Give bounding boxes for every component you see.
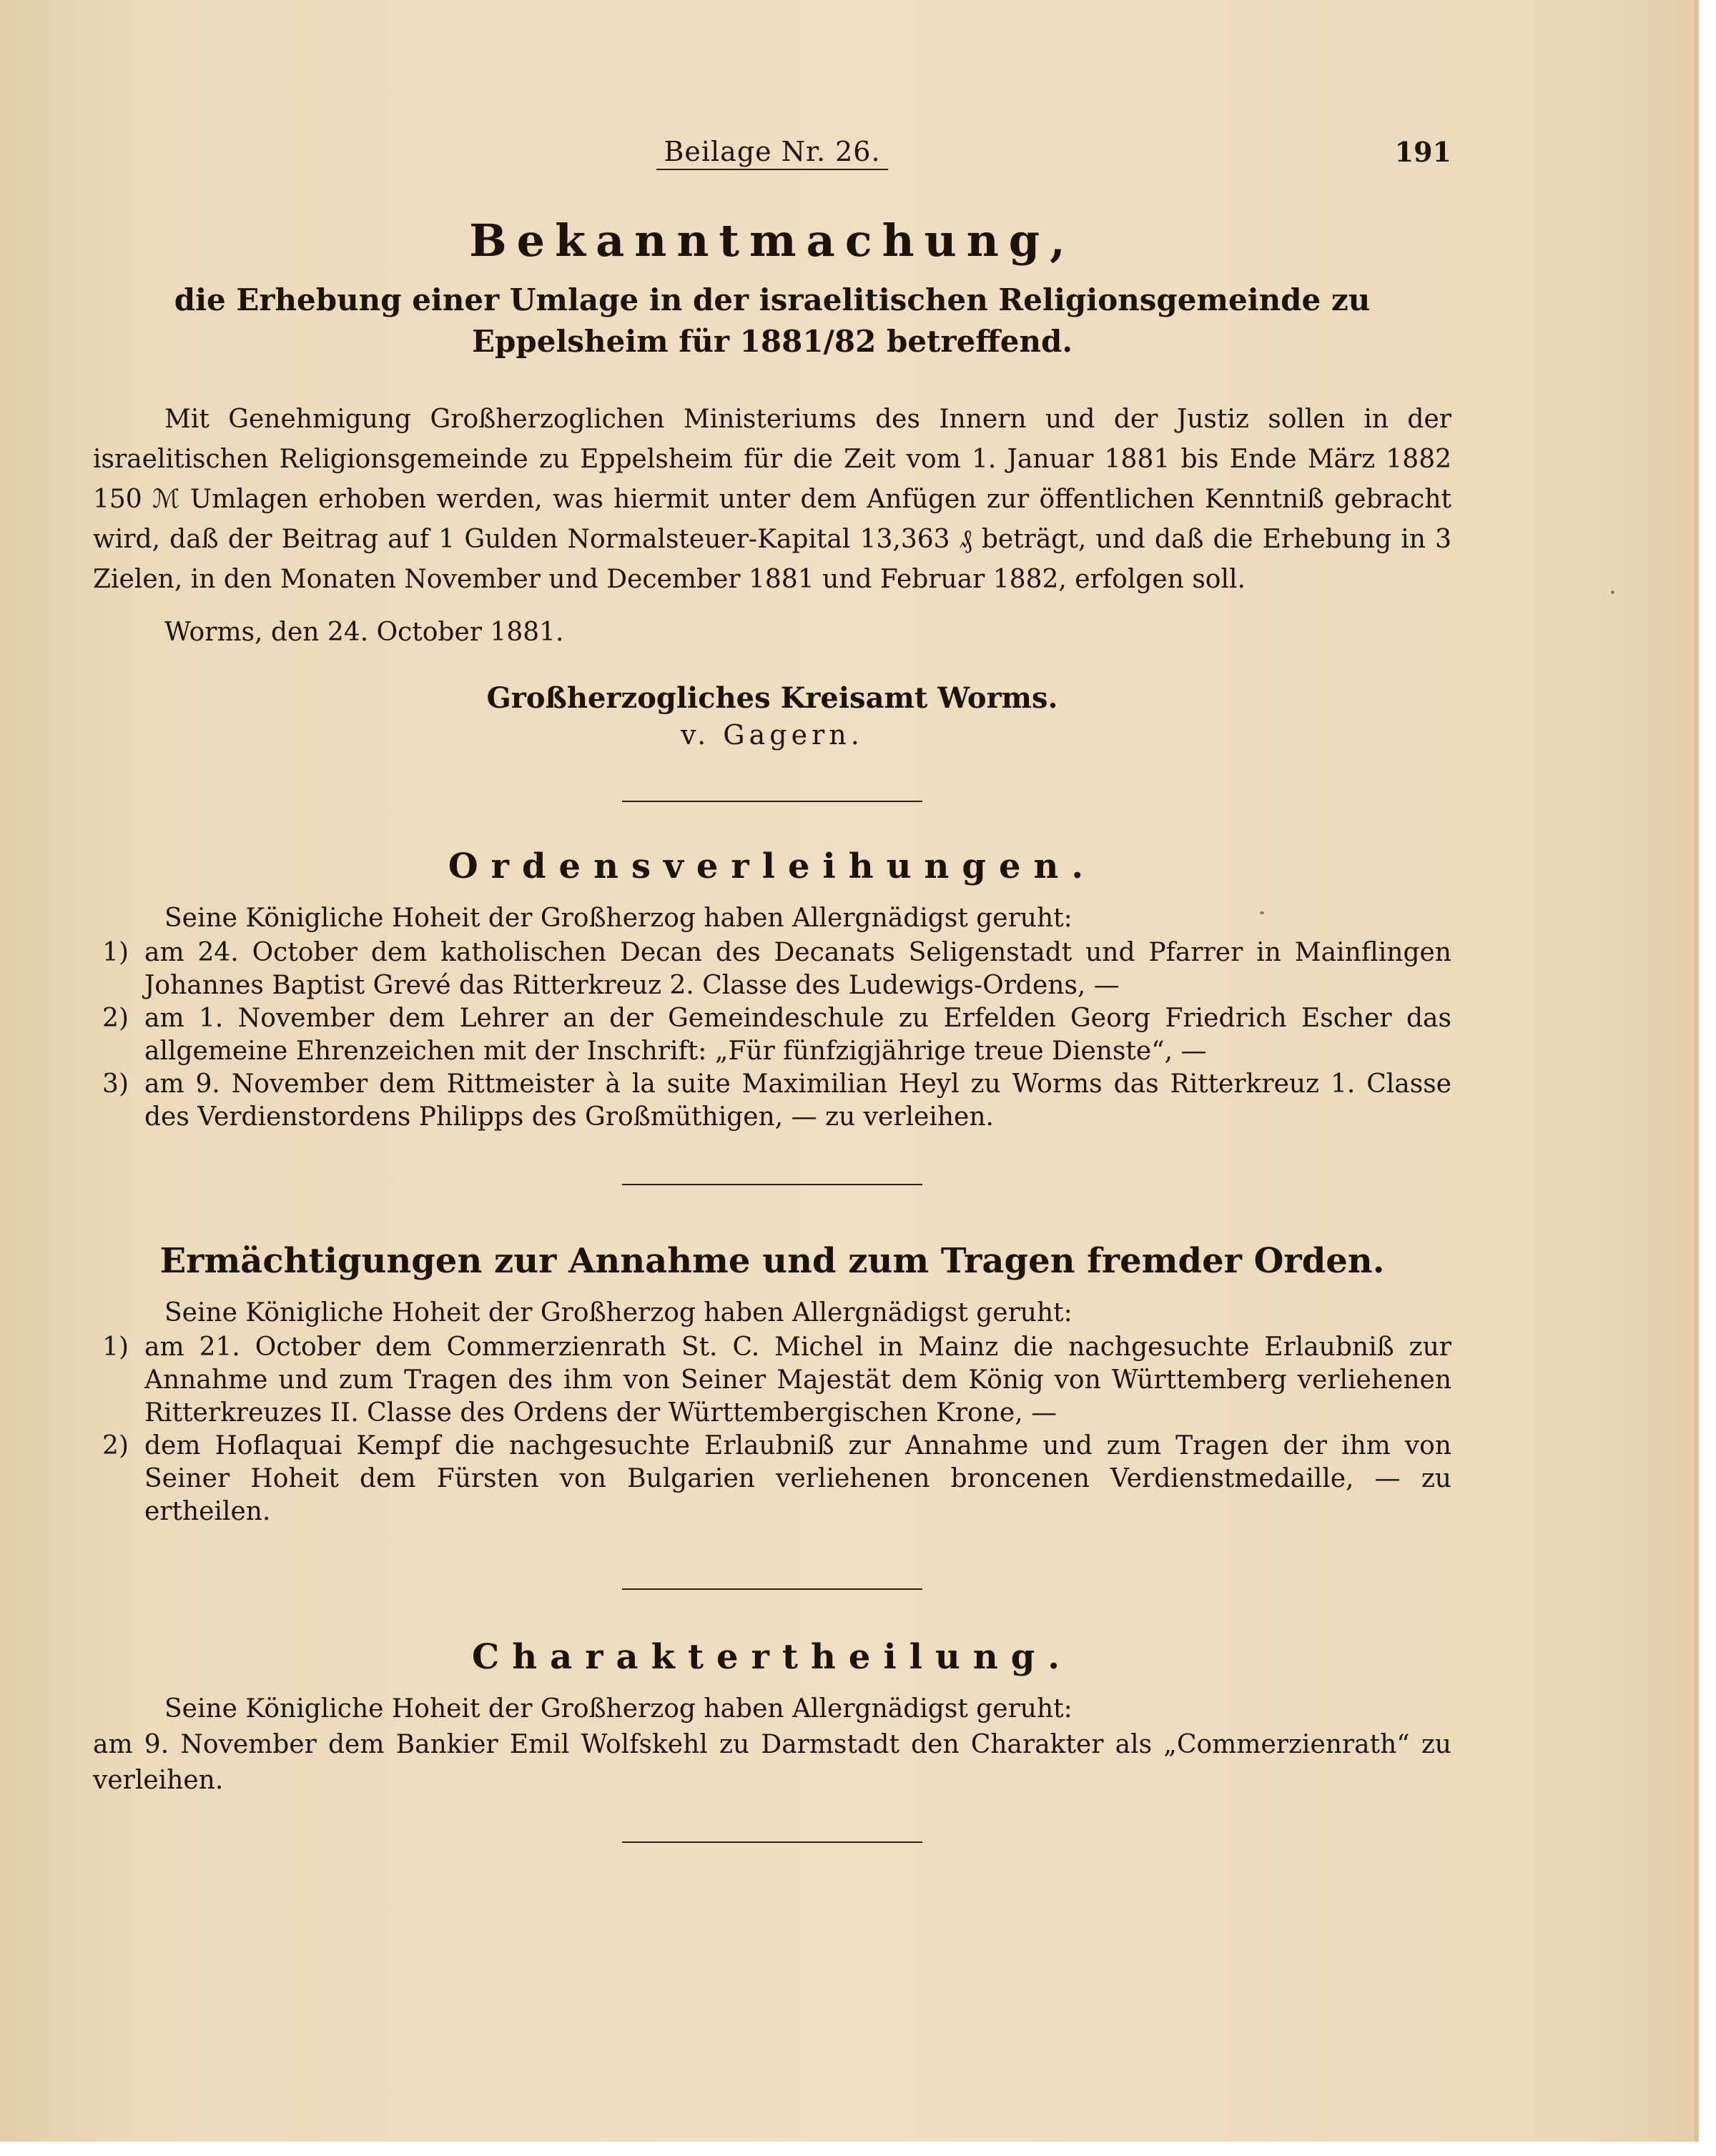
section-divider	[622, 801, 922, 802]
issuing-authority: Großherzogliches Kreisamt Worms.	[486, 681, 1058, 715]
page-content	[93, 136, 1451, 1843]
orders-list	[93, 936, 1451, 1134]
page-number: 191	[1394, 136, 1451, 168]
orders-title: Ordensverleihungen.	[448, 846, 1097, 886]
section-divider	[622, 1841, 922, 1843]
section-divider	[622, 1184, 922, 1185]
paper-speck	[1611, 590, 1614, 594]
announcement-dateline: Worms, den 24. October 1881.	[164, 618, 564, 647]
list-item: 2) dem Hoflaquai Kempf die nachgesuchte Erlaubniß zur Annahme und zum Tragen der ihm von Seiner Hoheit dem Fürsten von Bulgarien verliehenen broncenen Verdienstmedaille, — zu ertheilen.	[102, 1431, 1451, 1526]
list-item: 3) am 9. November dem Rittmeister à la suite Maximilian Heyl zu Worms das Ritterkreuz 1. Classe des Verdienstordens Philipps des Großmüthigen, — zu verleihen.	[102, 1069, 1451, 1132]
permissions-title: Ermächtigungen zur Annahme und zum Tragen fremder Orden.	[159, 1241, 1385, 1281]
list-item: 2) am 1. November dem Lehrer an der Gemeindeschule zu Erfelden Georg Friedrich Escher das allgemeine Ehrenzeichen mit der Inschrift: „Für fünfzigjährige treue Dienste“, —	[102, 1004, 1451, 1066]
section-divider	[622, 1588, 922, 1590]
permissions-intro: Seine Königliche Hoheit der Großherzog haben Allergnädigst geruht:	[164, 1298, 1072, 1327]
character-intro: Seine Königliche Hoheit der Großherzog haben Allergnädigst geruht:	[164, 1694, 1072, 1724]
announcement-subtitle: die Erhebung einer Umlage in der israelitischen Religionsgemeinde zu Eppelsheim für 1881/82 betreffend.	[174, 282, 1371, 359]
running-title: Beilage Nr. 26.	[93, 136, 1451, 167]
signatory: v. Gagern.	[681, 719, 864, 751]
announcement-body: Mit Genehmigung Großherzoglichen Ministeriums des Innern und der Justiz sollen in der israelitischen Religionsgemeinde zu Eppelsheim für die Zeit vom 1. Januar 1881 bis Ende März 1882 150 ℳ Umlagen erhoben werden, was hiermit unter dem Anfügen zur öffentlichen Kenntniß gebracht wird, daß der Beitrag auf 1 Gulden Normalsteuer-Kapital 13,363 ₰ beträgt, und daß die Erhebung in 3 Zielen, in den Monaten November und December 1881 und Februar 1882, erfolgen soll.	[93, 405, 1451, 594]
character-title: Charaktertheilung.	[472, 1637, 1072, 1677]
list-item: 1) am 24. October dem katholischen Decan des Decanats Seligenstadt und Pfarrer in Mainflingen Johannes Baptist Grevé das Ritterkreuz 2. Classe des Ludewigs-Ordens, —	[102, 938, 1451, 1000]
permissions-list	[93, 1331, 1451, 1528]
running-header	[93, 136, 1451, 179]
character-text: am 9. November dem Bankier Emil Wolfskehl zu Darmstadt den Charakter als „Commerzienrath“ zu verleihen.	[93, 1730, 1451, 1795]
announcement-title: Bekanntmachung,	[469, 214, 1075, 267]
orders-intro: Seine Königliche Hoheit der Großherzog haben Allergnädigst geruht:	[164, 904, 1072, 933]
scan-margin-bottom	[0, 2142, 1716, 2156]
scan-margin-right	[1699, 0, 1716, 2156]
list-item: 1) am 21. October dem Commerzienrath St. C. Michel in Mainz die nachgesuchte Erlaubniß zur Annahme und zum Tragen des ihm von Seiner Majestät dem König von Württemberg verliehenen Ritterkreuzes II. Classe des Ordens der Württembergischen Krone, —	[102, 1332, 1451, 1428]
